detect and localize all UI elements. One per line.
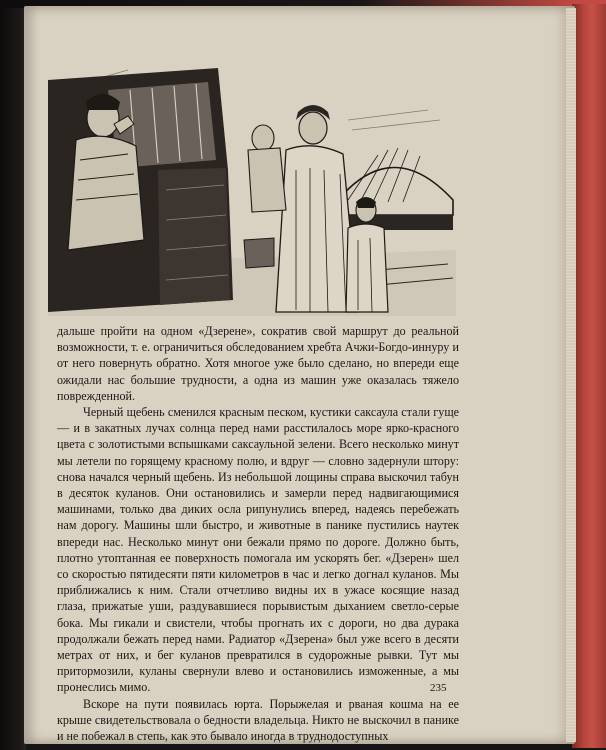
ink-illustration: [48, 50, 456, 316]
body-text: [57, 323, 459, 744]
book-cover-left: [0, 0, 26, 750]
paragraph-3: Вскоре на пути появилась юрта. Порыжелая и рваная кошма на ее крыше свидетельствовала о бедности владельца. Никто не выскочил в панике и не побежал в степь, как это бывало иногда в труднодоступных: [57, 696, 459, 744]
paragraph-1: дальше пройти на одном «Дзерене», сократив свой маршрут до реальной возможности, т. е. ограничиться обследованием хребта Ачжи-Богдо-иннуру и от него повернуть обратно. Хотя многое уже было сделано, но впереди еще ожидали нас большие трудности, а одна из машин уже оказалась тяжело поврежденной.: [57, 324, 459, 403]
page-edge: [566, 8, 576, 742]
paragraph-2: Черный щебень сменился красным песком, кустики саксаула стали гуще — и в закатных лучах солнца перед нами расстилалось море ярко-красного цвета с золотистыми вспышками саксаульной зелени. Всего несколько минут мы летели по горящему красному полю, и вдруг — словно задернули штору: снова начался черный щебень. Из небольшой лощины справа выскочил табун в десяток куланов. Они остановились и замерли перед надвигающимися машинами, только два диких осла рипунулись вперед, надеясь перебежать нам дорогу. Машины шли быстро, и животные в панике пустились наутек впереди нас. Несколько минут они бежали прямо по дороге. Должно быть, плотно утоптанная ее поверхность помогала им ускорять бег. «Дзерен» шел со скоростью пятидесяти пяти километров в час и легко догнал куланов. Мы приближались к ним. Стали отчетливо видны их в ужасе косящие назад глаза, прижатые уши, раздувавшиеся порывистым дыханием светло-серые бока. Мы гикали и свистели, чтобы прогнать их с дороги, но два дурака продолжали бежать перед нами. Радиатор «Дзерена» был уже всего в десяти метрах от них, и бег куланов превратился в судорожные рывки. Тут мы притормозили, куланы свернули влево и остановились изможенные, а мы пронеслись мимо.: [57, 405, 459, 695]
page-number: 235: [430, 682, 447, 694]
yurt-drawing: [338, 148, 453, 230]
illustration-drawing: [48, 50, 456, 316]
book-cover-right: [572, 4, 606, 748]
